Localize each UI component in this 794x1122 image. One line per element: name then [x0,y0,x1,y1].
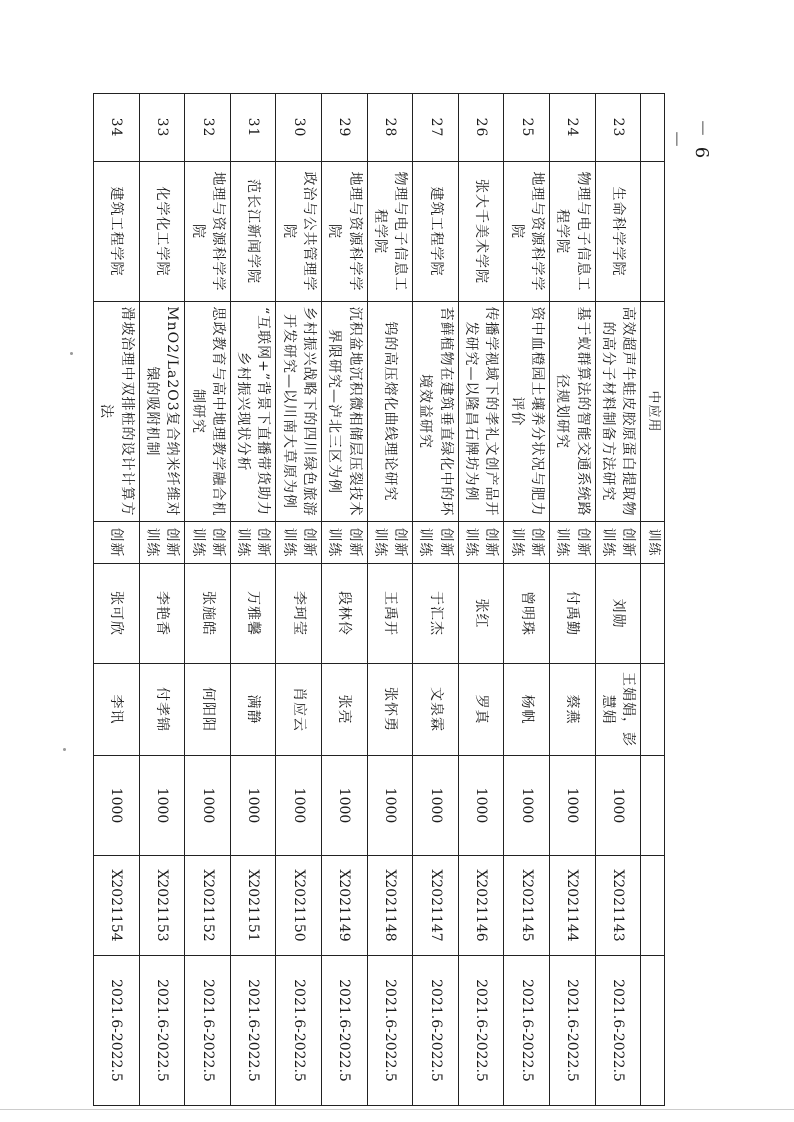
row-members: 何阳阳 [185,664,231,756]
table-row [458,94,504,1106]
row-members: 杨帆 [504,664,550,756]
row-leader: 段林伶 [322,564,368,664]
row-members: 付孝锦 [139,664,185,756]
row-school: 政治与公共管理学院 [276,162,322,302]
row-title: 滑坡治理中双排桩的设计计算方法 [94,302,140,522]
row-title: 资中血橙园土壤养分状况与肥力评价 [504,302,550,522]
row-members: 满静 [230,664,276,756]
row-leader: 王禹开 [367,564,413,664]
row-period: 2021.6-2022.5 [595,956,641,1106]
row-title: 沉积盆地沉积微相储层压裂技术界限研究—泸北三区为例 [322,302,368,522]
row-code: X2021149 [322,856,368,956]
row-leader: 于汇杰 [413,564,459,664]
row-period: 2021.6-2022.5 [549,956,595,1106]
row-type: 创新训练 [230,522,276,564]
row-fund: 1000 [230,756,276,856]
row-code: X2021150 [276,856,322,956]
row-members: 张亮 [322,664,368,756]
row-fund: 1000 [322,756,368,856]
table-row [276,94,322,1106]
row-school: 建筑工程学院 [94,162,140,302]
row-period: 2021.6-2022.5 [322,956,368,1106]
row-school: 地理与资源科学学院 [185,162,231,302]
row-code: X2021147 [413,856,459,956]
header-title: 中应用 [641,302,665,522]
row-period: 2021.6-2022.5 [458,956,504,1106]
table-row [230,94,276,1106]
rotated-table-sheet [98,93,665,1105]
row-members: 李讯 [94,664,140,756]
row-fund: 1000 [367,756,413,856]
scan-speck [63,748,66,751]
row-no: 28 [367,94,413,162]
row-no: 33 [139,94,185,162]
row-period: 2021.6-2022.5 [276,956,322,1106]
row-type: 创新训练 [504,522,550,564]
row-title: MnO2/La2O3复合纳米纤维对镍的吸附机制 [139,302,185,522]
table-header-row [641,94,665,1106]
row-type: 创新训练 [367,522,413,564]
row-members: 张怀勇 [367,664,413,756]
row-leader: 付禹勤 [549,564,595,664]
row-title: 苔藓植物在建筑垂直绿化中的环境效益研究 [413,302,459,522]
row-school: 物理与电子信息工程学院 [367,162,413,302]
row-title: 思政教育与高中地理教学融合机制研究 [185,302,231,522]
row-school: 地理与资源科学学院 [322,162,368,302]
row-code: X2021154 [94,856,140,956]
row-school: 建筑工程学院 [413,162,459,302]
row-fund: 1000 [413,756,459,856]
row-no: 24 [549,94,595,162]
row-type: 创新 [94,522,140,564]
row-fund: 1000 [549,756,595,856]
row-fund: 1000 [504,756,550,856]
scan-bottom-edge [0,1109,794,1110]
row-period: 2021.6-2022.5 [94,956,140,1106]
row-no: 31 [230,94,276,162]
row-leader: 张可欣 [94,564,140,664]
table-row [413,94,459,1106]
table-row [185,94,231,1106]
header-members [641,664,665,756]
row-type: 创新训练 [322,522,368,564]
row-school: 地理与资源科学学院 [504,162,550,302]
row-type: 创新训练 [185,522,231,564]
row-type: 创新训练 [549,522,595,564]
row-leader: 李艳香 [139,564,185,664]
row-no: 30 [276,94,322,162]
row-no: 29 [322,94,368,162]
table-row [595,94,641,1106]
row-leader: 曾明珠 [504,564,550,664]
row-members: 王娟娟，彭慧娟 [595,664,641,756]
row-fund: 1000 [139,756,185,856]
table-row [504,94,550,1106]
table-row [94,94,140,1106]
row-fund: 1000 [595,756,641,856]
row-code: X2021144 [549,856,595,956]
row-period: 2021.6-2022.5 [230,956,276,1106]
row-period: 2021.6-2022.5 [185,956,231,1106]
row-school: 张大千美术学院 [458,162,504,302]
row-period: 2021.6-2022.5 [367,956,413,1106]
row-no: 32 [185,94,231,162]
project-list-table [93,93,665,1106]
row-leader: 李珂莹 [276,564,322,664]
row-period: 2021.6-2022.5 [139,956,185,1106]
table-row [549,94,595,1106]
row-title: 基于蚁群算法的智能交通系统路径规划研究 [549,302,595,522]
row-code: X2021151 [230,856,276,956]
row-no: 34 [94,94,140,162]
row-leader: 张施皓 [185,564,231,664]
row-type: 创新训练 [139,522,185,564]
page-number: － 6 － [665,119,712,161]
row-school: 物理与电子信息工程学院 [549,162,595,302]
row-school: 生命科学学院 [595,162,641,302]
header-school [641,162,665,302]
header-fund [641,756,665,856]
table-row [139,94,185,1106]
row-no: 25 [504,94,550,162]
row-code: X2021152 [185,856,231,956]
row-type: 创新训练 [276,522,322,564]
header-no [641,94,665,162]
row-school: 范长江新闻学院 [230,162,276,302]
row-no: 26 [458,94,504,162]
row-leader: 刘勋 [595,564,641,664]
row-type: 创新训练 [458,522,504,564]
row-title: 高效超声牛蛙皮胶原蛋白提取物的高分子材料制备方法研究 [595,302,641,522]
header-period [641,956,665,1106]
row-title: 传播学视域下的孝礼文创产品开发研究—以隆昌石牌坊为例 [458,302,504,522]
header-type: 训练 [641,522,665,564]
row-fund: 1000 [276,756,322,856]
row-type: 创新训练 [413,522,459,564]
row-period: 2021.6-2022.5 [413,956,459,1106]
header-leader [641,564,665,664]
row-members: 蔡燕 [549,664,595,756]
row-code: X2021146 [458,856,504,956]
row-members: 肖应云 [276,664,322,756]
table-rotation-wrapper [98,93,665,1105]
table-row [367,94,413,1106]
row-school: 化学化工学院 [139,162,185,302]
row-title: 钨的高压熔化曲线理论研究 [367,302,413,522]
row-leader: 万雅馨 [230,564,276,664]
row-fund: 1000 [458,756,504,856]
row-title: 乡村振兴战略下的四川绿色旅游开发研究—以川南大草原为例 [276,302,322,522]
row-code: X2021145 [504,856,550,956]
row-members: 文泉霖 [413,664,459,756]
scan-speck [70,352,73,355]
row-fund: 1000 [185,756,231,856]
row-period: 2021.6-2022.5 [504,956,550,1106]
row-title: “互联网+”背景下直播带货助力乡村振兴现状分析 [230,302,276,522]
header-code [641,856,665,956]
row-fund: 1000 [94,756,140,856]
row-members: 罗真 [458,664,504,756]
row-code: X2021148 [367,856,413,956]
row-code: X2021153 [139,856,185,956]
row-leader: 张红 [458,564,504,664]
row-code: X2021143 [595,856,641,956]
table-row [322,94,368,1106]
row-type: 创新训练 [595,522,641,564]
row-no: 23 [595,94,641,162]
row-no: 27 [413,94,459,162]
